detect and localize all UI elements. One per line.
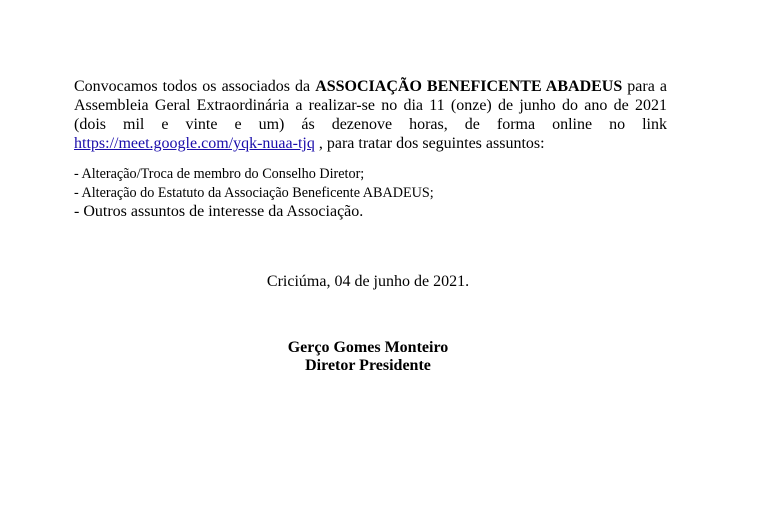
- agenda-item: - Alteração do Estatuto da Associação Beneficente ABADEUS;: [74, 184, 434, 201]
- agenda-item: - Outros assuntos de interesse da Associação.: [74, 203, 364, 220]
- intro-text-3: , para tratar dos seguintes assuntos:: [314, 135, 545, 152]
- intro-text-2: para a Assembleia Geral Extraordinária a realizar-se no dia 11 (onze) de junho do ano de 2021 (dois mil e vinte e um) ás dezenove horas, de forma online no link: [74, 78, 667, 133]
- organization-name: ASSOCIAÇÃO BENEFICENTE ABADEUS: [315, 78, 623, 95]
- convocation-paragraph: [74, 77, 667, 153]
- agenda-list: [74, 165, 434, 221]
- meeting-link[interactable]: https://meet.google.com/yqk-nuaa-tjq: [74, 135, 315, 152]
- signatory-title: Diretor Presidente: [305, 357, 431, 374]
- agenda-item: - Alteração/Troca de membro do Conselho Diretor;: [74, 166, 365, 182]
- date-line: Criciúma, 04 de junho de 2021.: [266, 273, 470, 290]
- intro-text-1: Convocamos todos os associados da: [74, 78, 316, 95]
- signatory-name: Gerço Gomes Monteiro: [287, 339, 449, 356]
- signature-block: [0, 339, 736, 375]
